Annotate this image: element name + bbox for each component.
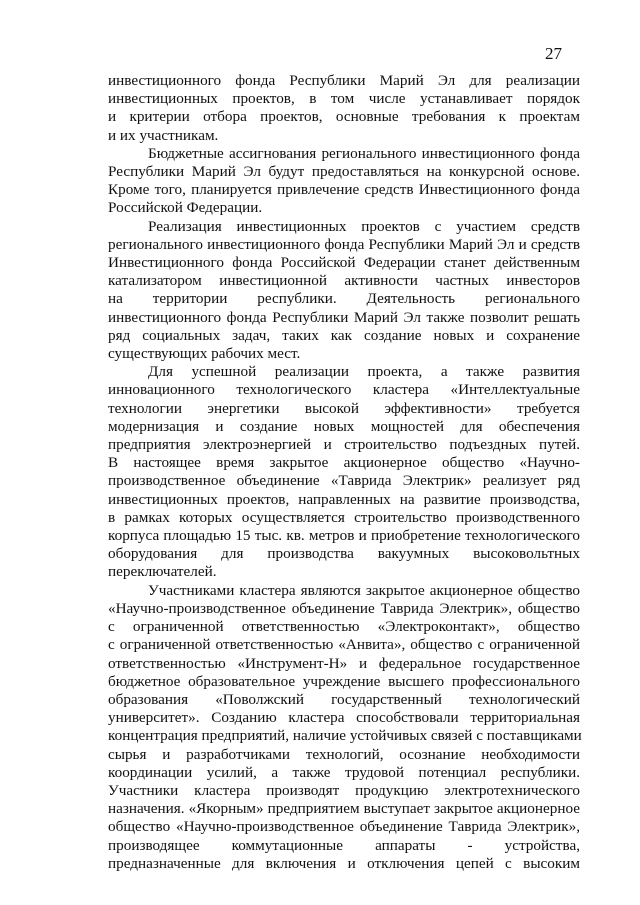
paragraph xyxy=(108,72,580,145)
text-line: инвестиционного фонда Республики Марий Эл для реализации xyxy=(108,72,580,89)
text-line: Бюджетные ассигнования регионального инвестиционного фонда xyxy=(148,144,580,162)
text-line: Российской Федерации. xyxy=(108,199,263,217)
text-line: Республики Марий Эл будут предоставляться на конкурсной основе. xyxy=(108,163,580,181)
text-line: с ограниченной ответственностью «Электроконтакт», общество xyxy=(108,618,580,636)
text-line: технологии энергетики высокой эффективности» требуется xyxy=(108,399,580,417)
text-line: корпуса площадью 15 тыс. кв. метров и приобретение технологического xyxy=(108,527,580,545)
text-line: модернизация и создание новых мощностей для обеспечения xyxy=(108,417,580,435)
text-line: предприятия электроэнергией и строительство подъездных путей. xyxy=(108,436,580,454)
page-number: 27 xyxy=(545,44,562,63)
text-line: переключателей. xyxy=(108,563,217,581)
text-line: общество «Научно-производственное объединение Таврида Электрик», xyxy=(108,818,580,836)
text-line: инвестиционных проектов, направленных на развитие производства, xyxy=(108,490,580,508)
text-line: производственное объединение «Таврида Электрик» реализует ряд xyxy=(108,472,580,490)
text-line: координации усилий, а также трудовой потенциал республики. xyxy=(108,763,580,781)
text-line: Реализация инвестиционных проектов с участием средств xyxy=(148,217,580,235)
text-line: на территории республики. Деятельность регионального xyxy=(108,290,580,308)
text-line: Инвестиционного фонда Российской Федерации станет действенным xyxy=(108,254,580,272)
text-line: образования «Поволжский государственный технологический xyxy=(108,690,580,708)
paragraph xyxy=(108,145,580,218)
text-line: Участники кластера производят продукцию электротехнического xyxy=(108,781,580,799)
text-line: катализатором инвестиционной активности частных инвесторов xyxy=(108,272,580,290)
text-line: Для успешной реализации проекта, а также развития xyxy=(148,363,580,381)
paragraph xyxy=(108,363,580,581)
text-line: инвестиционного фонда Республики Марий Эл также позволит решать xyxy=(108,308,580,326)
text-line: концентрация предприятий, наличие устойчивых связей с поставщиками xyxy=(108,727,582,745)
text-line: предназначенные для включения и отключения цепей с высоким xyxy=(108,854,580,872)
paragraph xyxy=(108,218,580,364)
text-line: и критерии отбора проектов, основные требования к проектам xyxy=(108,108,580,126)
text-line: Кроме того, планируется привлечение средств Инвестиционного фонда xyxy=(108,181,580,199)
text-line: «Научно-производственное объединение Таврида Электрик», общество xyxy=(108,599,580,617)
text-line: оборудования для производства вакуумных высоковольтных xyxy=(108,545,580,563)
text-line: регионального инвестиционного фонда Республики Марий Эл и средств xyxy=(108,235,580,253)
text-line: сырья и разработчиками технологий, осознание необходимости xyxy=(108,745,580,763)
body-text xyxy=(108,72,580,873)
text-line: существующих рабочих мест. xyxy=(108,345,301,363)
text-line: с ограниченной ответственностью «Анвита», общество с ограниченной xyxy=(108,636,580,654)
text-line: бюджетное образовательное учреждение высшего профессионального xyxy=(108,672,580,690)
text-line: Участниками кластера являются закрытое акционерное общество xyxy=(148,581,580,599)
text-line: инновационного технологического кластера «Интеллектуальные xyxy=(108,381,580,399)
text-line: в рамках которых осуществляется строительство производственного xyxy=(108,508,580,526)
text-line: ряд социальных задач, таких как создание новых и сохранение xyxy=(108,326,580,344)
text-line: назначения. «Якорным» предприятием выступает закрытое акционерное xyxy=(108,800,580,818)
text-line: университет». Созданию кластера способствовали территориальная xyxy=(108,709,580,727)
text-line: инвестиционных проектов, в том числе устанавливает порядок xyxy=(108,90,580,108)
text-line: производящее коммутационные аппараты - устройства, xyxy=(108,836,580,854)
text-line: и их участникам. xyxy=(108,126,219,144)
text-line: В настоящее время закрытое акционерное общество «Научно- xyxy=(108,454,580,472)
paragraph xyxy=(108,582,580,873)
text-line: ответственностью «Инструмент-Н» и федеральное государственное xyxy=(108,654,580,672)
